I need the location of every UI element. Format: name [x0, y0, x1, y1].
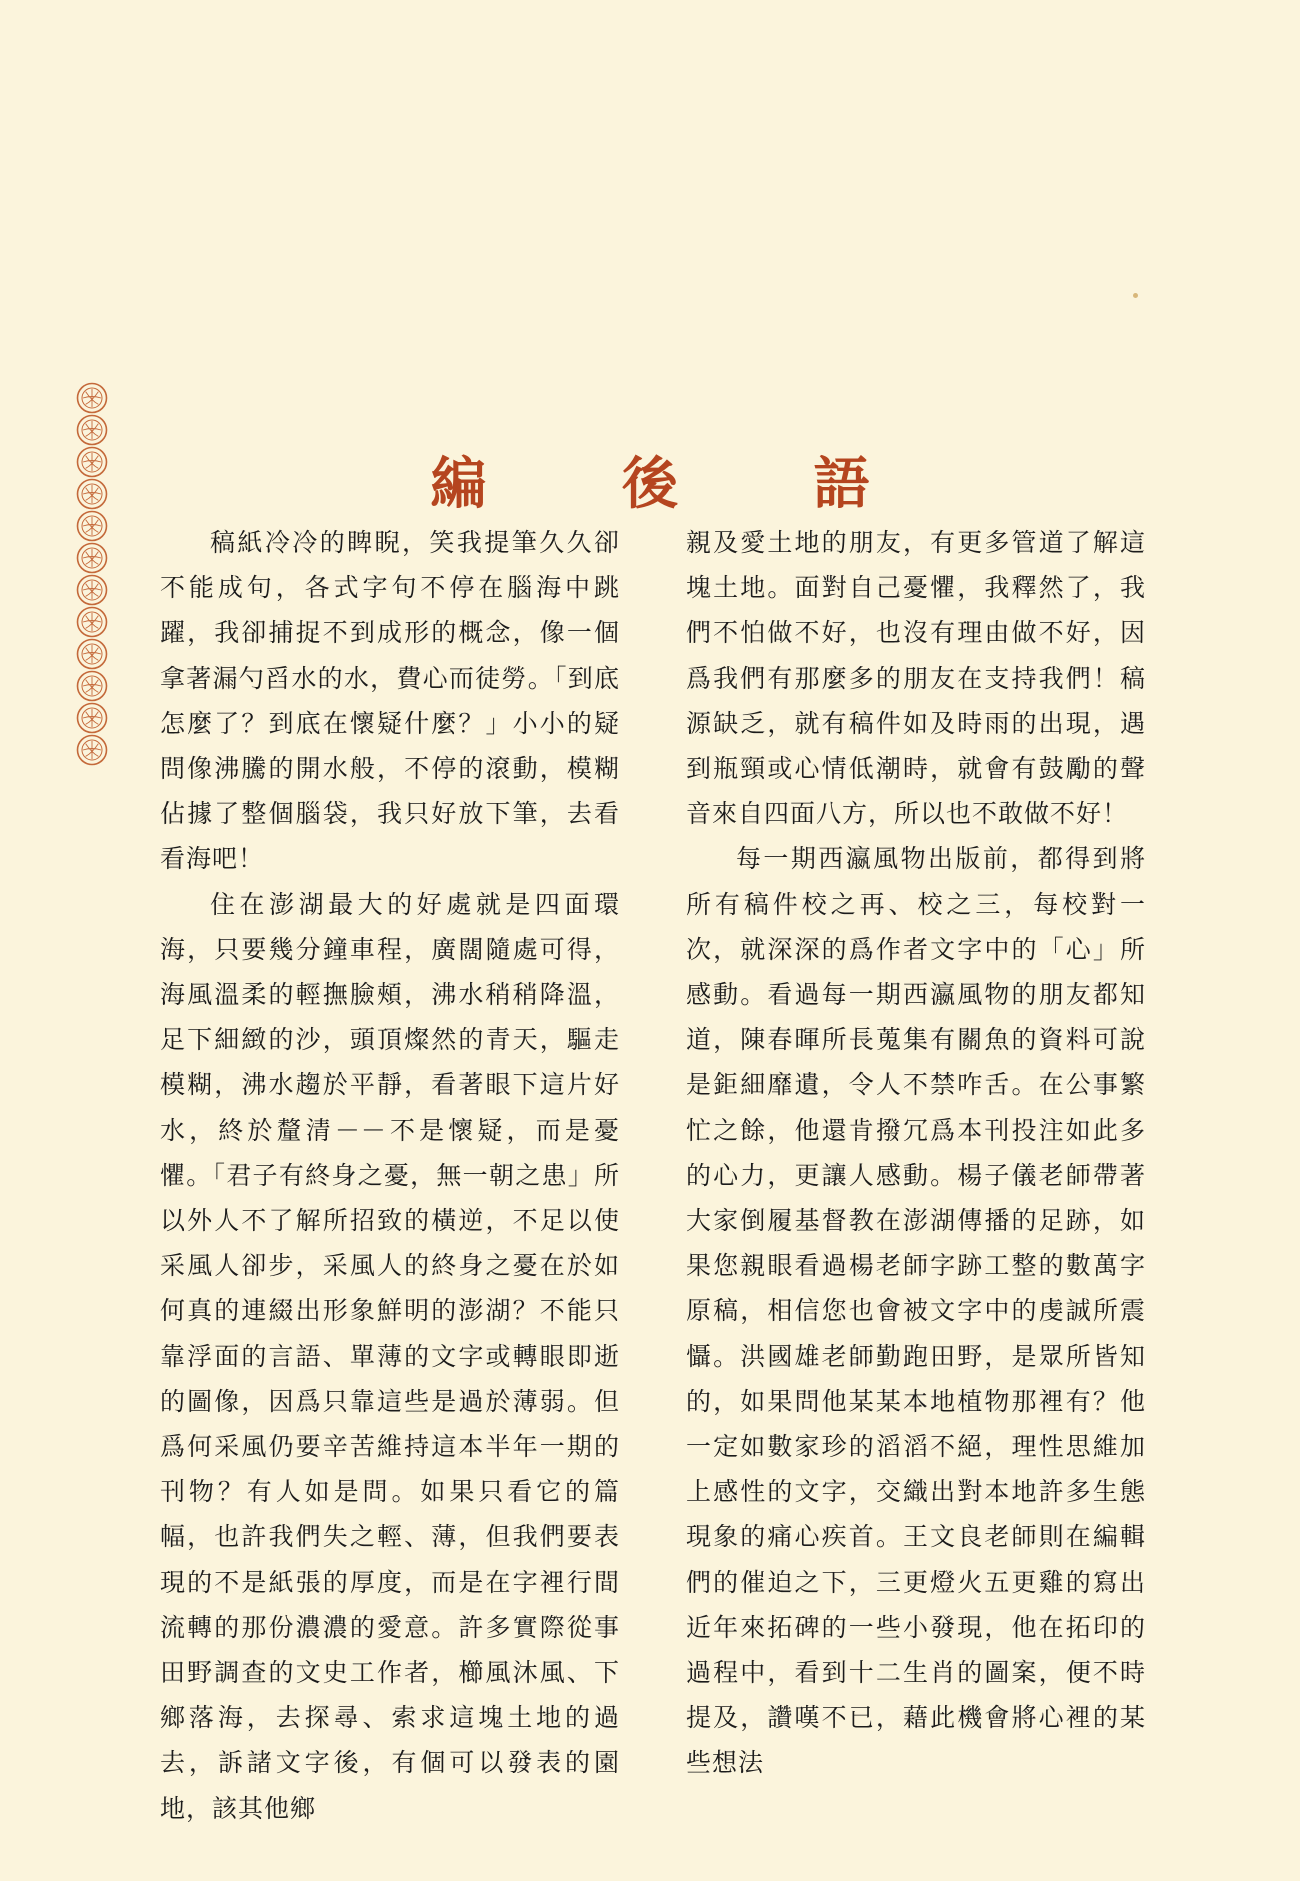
- coin-icon: [76, 702, 108, 734]
- paragraph: 親及愛土地的朋友，有更多管道了解這塊土地。面對自己憂懼，我釋然了，我們不怕做不好，也沒有理由做不好，因爲我們有那麼多的朋友在支持我們！稿源缺乏，就有稿件如及時雨的出現，遇到瓶頸或心情低潮時，就會有鼓勵的聲音來自四面八方，所以也不敢做不好！: [686, 528, 1146, 829]
- speck: [1133, 293, 1138, 298]
- paragraph: 每一期西瀛風物出版前，都得到將所有稿件校之再、校之三，每校對一次，就深深的爲作者文字中的「心」所感動。看過每一期西瀛風物的朋友都知道，陳春暉所長蒐集有關魚的資料可說是鉅細靡遺，令人不禁咋舌。在公事繁忙之餘，他還肯撥冗爲本刊投注如此多的心力，更讓人感動。楊子儀老師帶著大家倒履基督教在澎湖傳播的足跡，如果您親眼看過楊老師字跡工整的數萬字原稿，相信您也會被文字中的虔誠所震懾。洪國雄老師勤跑田野，是眾所皆知的，如果問他某某本地植物那裡有？他一定如數家珍的滔滔不絕，理性思維加上感性的文字，交織出對本地許多生態現象的痛心疾首。王文良老師則在編輯們的催迫之下，三更燈火五更雞的寫出近年來拓碑的一些小發現，他在拓印的過程中，看到十二生肖的圖案，便不時提及，讚嘆不已，藉此機會將心裡的某些想法: [686, 844, 1146, 1778]
- coin-icon: [76, 606, 108, 638]
- coin-icon: [76, 670, 108, 702]
- coin-icon: [76, 542, 108, 574]
- page-title: 編 後 語: [430, 451, 928, 517]
- paragraph: 稿紙冷冷的睥睨，笑我提筆久久卻不能成句，各式字句不停在腦海中跳躍，我卻捕捉不到成形的概念，像一個拿著漏勺舀水的水，費心而徒勞。「到底怎麼了？到底在懷疑什麼？」小小的疑問像沸騰的開水般，不停的滾動，模糊佔據了整個腦袋，我只好放下筆，去看看海吧！: [160, 528, 620, 874]
- left-column: [160, 520, 620, 1831]
- coin-icon: [76, 734, 108, 766]
- coin-icon: [76, 382, 108, 414]
- paragraph: 住在澎湖最大的好處就是四面環海，只要幾分鐘車程，廣闊隨處可得，海風溫柔的輕撫臉頰，沸水稍稍降溫，足下細緻的沙，頭頂燦然的青天，驅走模糊，沸水趨於平靜，看著眼下這片好水，終於釐清－－不是懷疑，而是憂懼。「君子有終身之憂，無一朝之患」所以外人不了解所招致的橫逆，不足以使采風人卻步，采風人的終身之憂在於如何真的連綴出形象鮮明的澎湖？不能只靠浮面的言語、單薄的文字或轉眼即逝的圖像，因爲只靠這些是過於薄弱。但爲何采風仍要辛苦維持這本半年一期的刊物？有人如是問。如果只看它的篇幅，也許我們失之輕、薄，但我們要表現的不是紙張的厚度，而是在字裡行間流轉的那份濃濃的愛意。許多實際從事田野調查的文史工作者，櫛風沐風、下鄉落海，去探尋、索求這塊土地的過去，訴諸文字後，有個可以發表的園地，該其他鄉: [160, 889, 620, 1823]
- coin-icon: [76, 638, 108, 670]
- right-column: [686, 520, 1146, 1786]
- coin-icon: [76, 574, 108, 606]
